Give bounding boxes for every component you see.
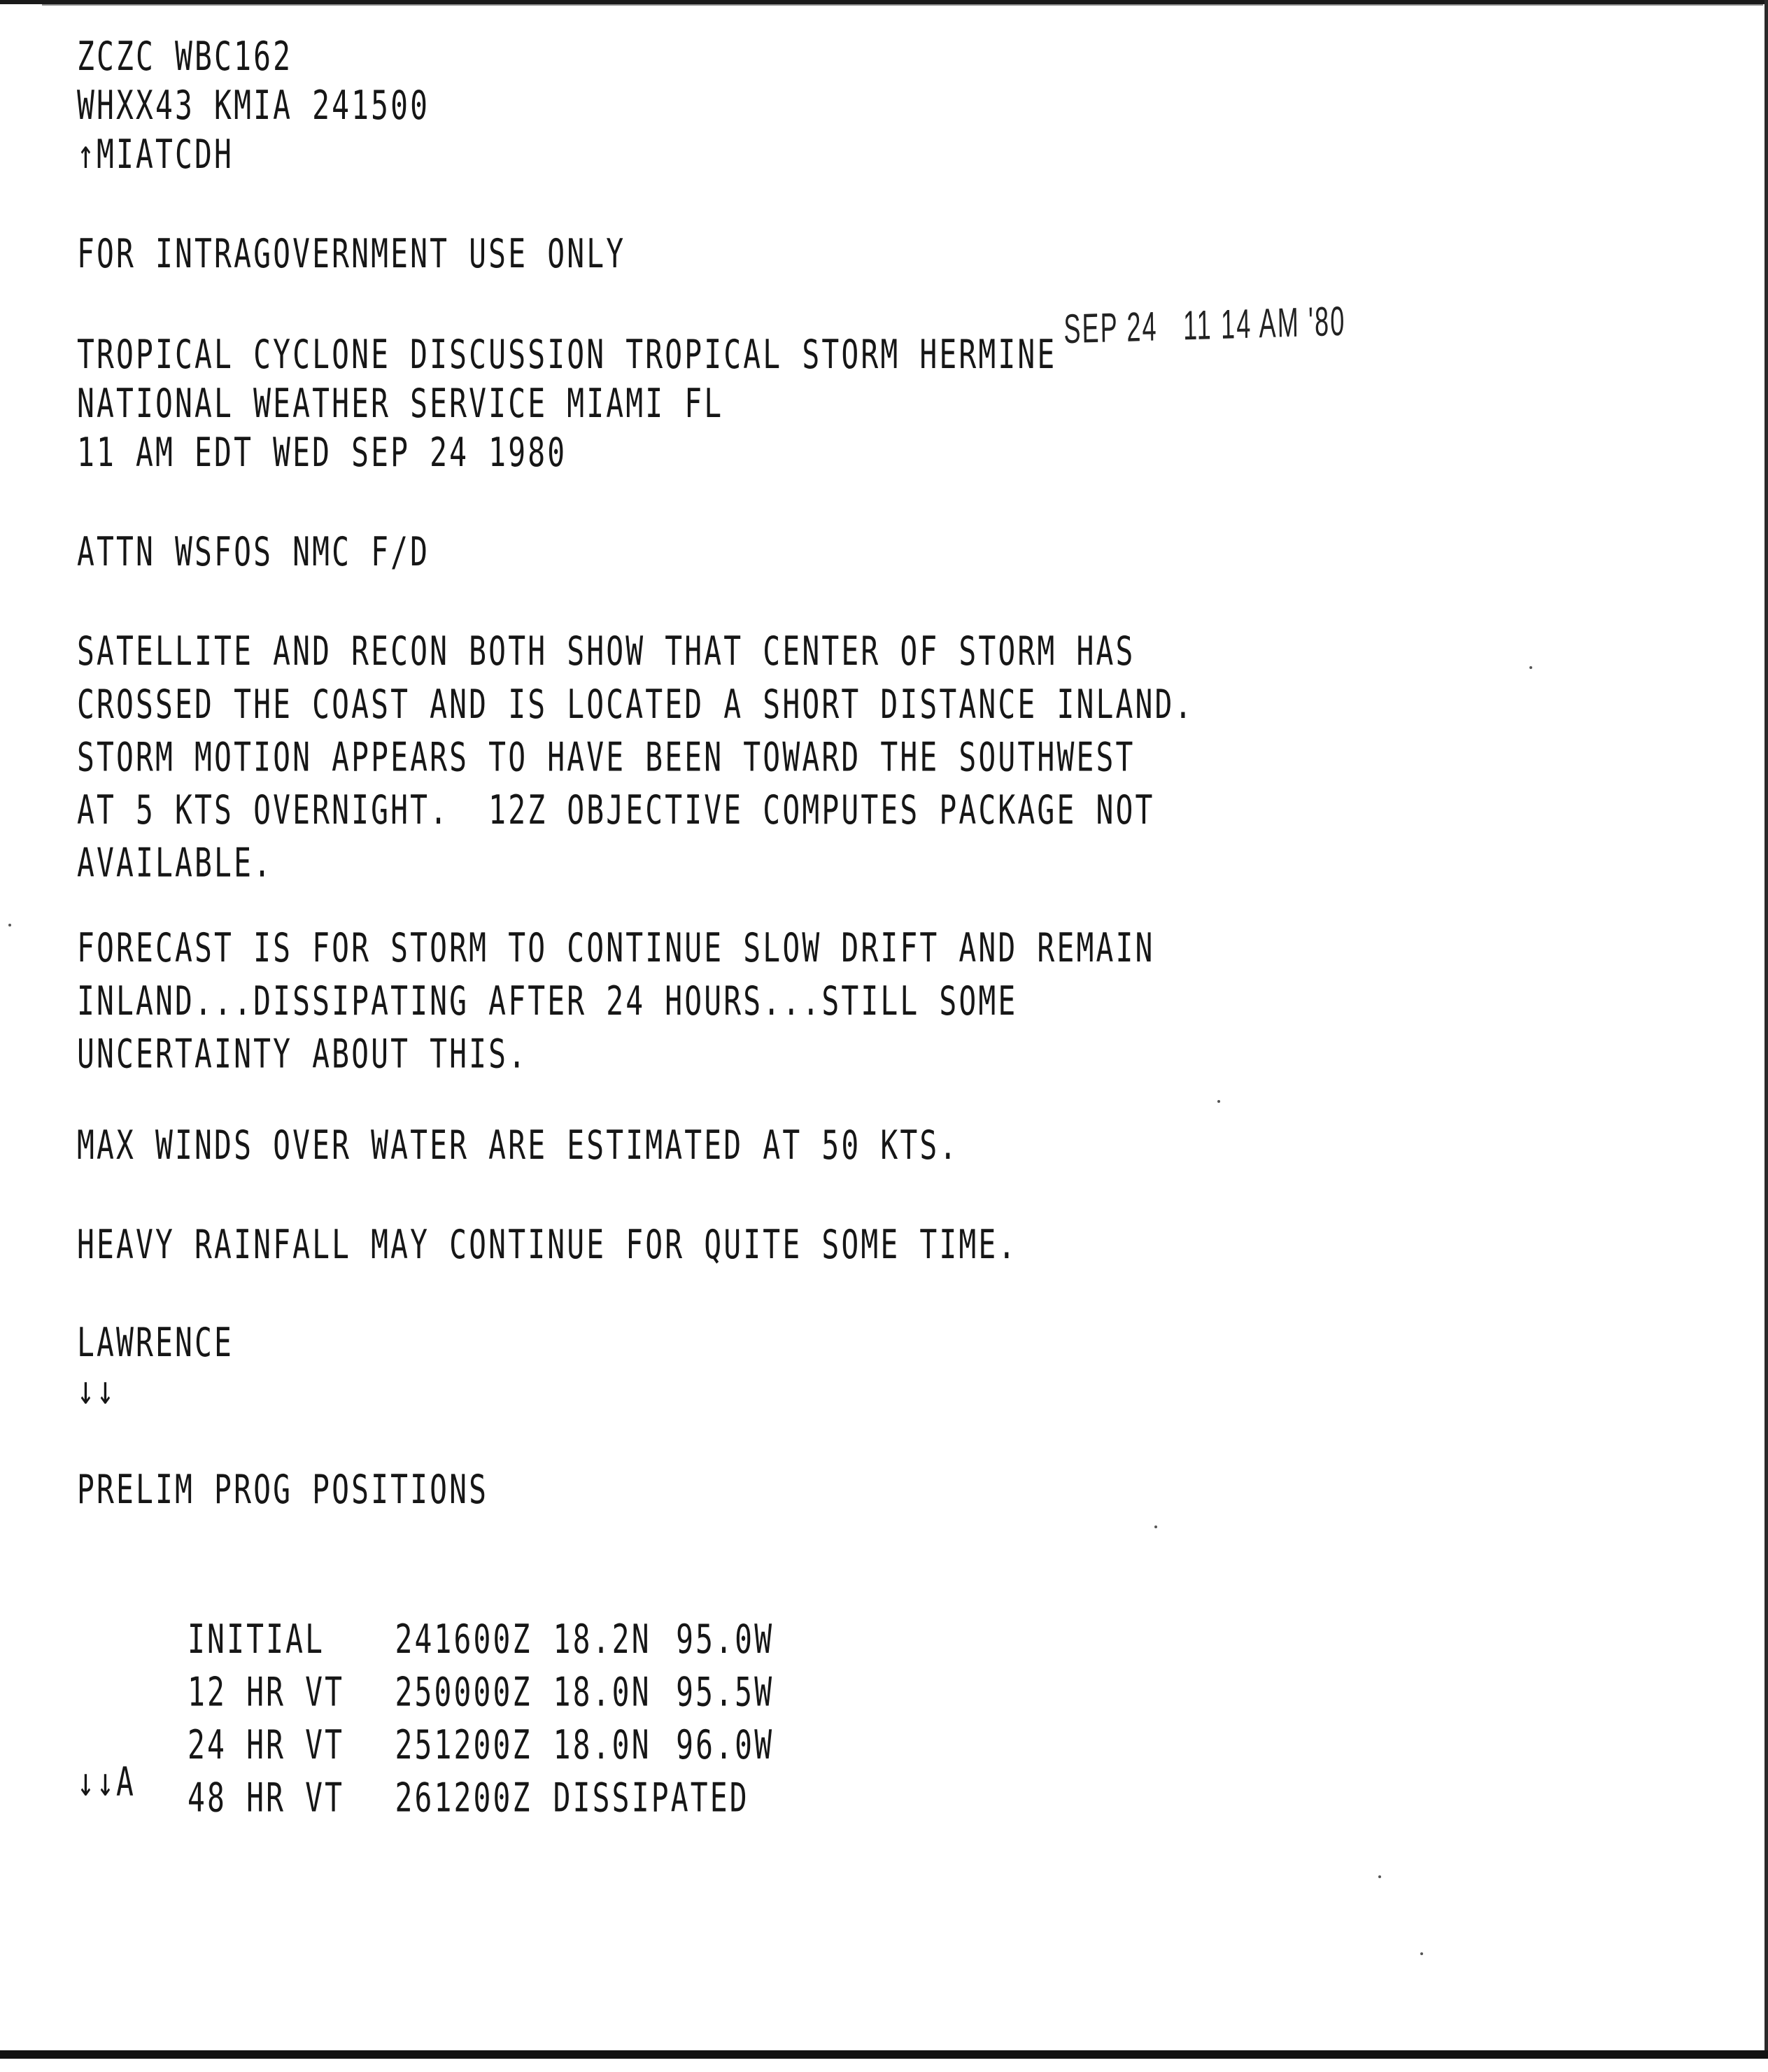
page-bottom-edge bbox=[0, 2050, 1768, 2059]
position-time: 250000Z bbox=[395, 1669, 532, 1716]
body-paragraph-rainfall: HEAVY RAINFALL MAY CONTINUE FOR QUITE SOME TIME. bbox=[77, 1222, 1018, 1269]
body-paragraph-max-winds: MAX WINDS OVER WATER ARE ESTIMATED AT 50 KTS. bbox=[77, 1122, 959, 1169]
position-time: 241600Z bbox=[395, 1616, 532, 1663]
classification-notice: FOR INTRAGOVERNMENT USE ONLY bbox=[77, 231, 626, 278]
positions-table bbox=[70, 1560, 785, 1821]
paper-speck bbox=[1378, 1875, 1381, 1878]
header-line-2: WHXX43 KMIA 241500 bbox=[77, 83, 430, 129]
end-marker: ↓↓ bbox=[77, 1367, 117, 1414]
end-marker-final: ↓↓A bbox=[77, 1759, 136, 1806]
position-latitude: 18.0N bbox=[553, 1722, 651, 1768]
position-time: 261200Z bbox=[395, 1775, 532, 1821]
position-label: 12 HR VT bbox=[188, 1669, 345, 1716]
position-time: 251200Z bbox=[395, 1722, 532, 1768]
position-status: DISSIPATED bbox=[553, 1775, 749, 1821]
received-date-stamp: SEP 24 11 14 AM '80 bbox=[1063, 297, 1346, 353]
position-latitude: 18.0N bbox=[553, 1669, 651, 1716]
forecaster-signature: LAWRENCE bbox=[77, 1320, 234, 1367]
header-line-3: ↑MIATCDH bbox=[77, 132, 234, 178]
position-label: 48 HR VT bbox=[188, 1775, 345, 1821]
paper-speck bbox=[8, 924, 11, 926]
body-paragraph-forecast: FORECAST IS FOR STORM TO CONTINUE SLOW DRIFT AND REMAIN INLAND...DISSIPATING AFTER 24 HOURS...STILL SOME UNCERTAINTY ABOUT THIS. bbox=[77, 925, 1155, 1078]
positions-heading: PRELIM PROG POSITIONS bbox=[77, 1467, 489, 1514]
position-label: 24 HR VT bbox=[188, 1722, 345, 1768]
paper-speck bbox=[1154, 1525, 1157, 1528]
position-longitude: 96.0W bbox=[676, 1722, 775, 1768]
discussion-title: TROPICAL CYCLONE DISCUSSION TROPICAL STORM HERMINE bbox=[77, 332, 1057, 379]
page-right-edge bbox=[1765, 0, 1768, 2072]
header-line-1: ZCZC WBC162 bbox=[77, 34, 293, 80]
issue-time: 11 AM EDT WED SEP 24 1980 bbox=[77, 430, 567, 477]
body-paragraph-satellite-recon: SATELLITE AND RECON BOTH SHOW THAT CENTER OF STORM HAS CROSSED THE COAST AND IS LOCATED A SHORT DISTANCE INLAND. STORM MOTION APPEARS TO HAVE BEEN TOWARD THE SOUTHWEST AT 5 KTS OVERNIGHT. 12Z OBJECTIVE COMPUTES PACKAGE NOT AVAILABLE. bbox=[77, 628, 1194, 887]
page-top-edge-line bbox=[42, 4, 1763, 6]
position-longitude: 95.0W bbox=[676, 1616, 775, 1663]
attention-line: ATTN WSFOS NMC F/D bbox=[77, 529, 430, 576]
position-row bbox=[70, 1560, 785, 1663]
position-latitude: 18.2N bbox=[553, 1616, 651, 1663]
issuing-office: NATIONAL WEATHER SERVICE MIAMI FL bbox=[77, 381, 724, 428]
paper-speck bbox=[1420, 1952, 1423, 1955]
paper-speck bbox=[1529, 666, 1532, 669]
paper-speck bbox=[1217, 1100, 1220, 1103]
page-bottom-margin bbox=[0, 2059, 1768, 2072]
position-longitude: 95.5W bbox=[676, 1669, 775, 1716]
position-label: INITIAL bbox=[188, 1616, 325, 1663]
